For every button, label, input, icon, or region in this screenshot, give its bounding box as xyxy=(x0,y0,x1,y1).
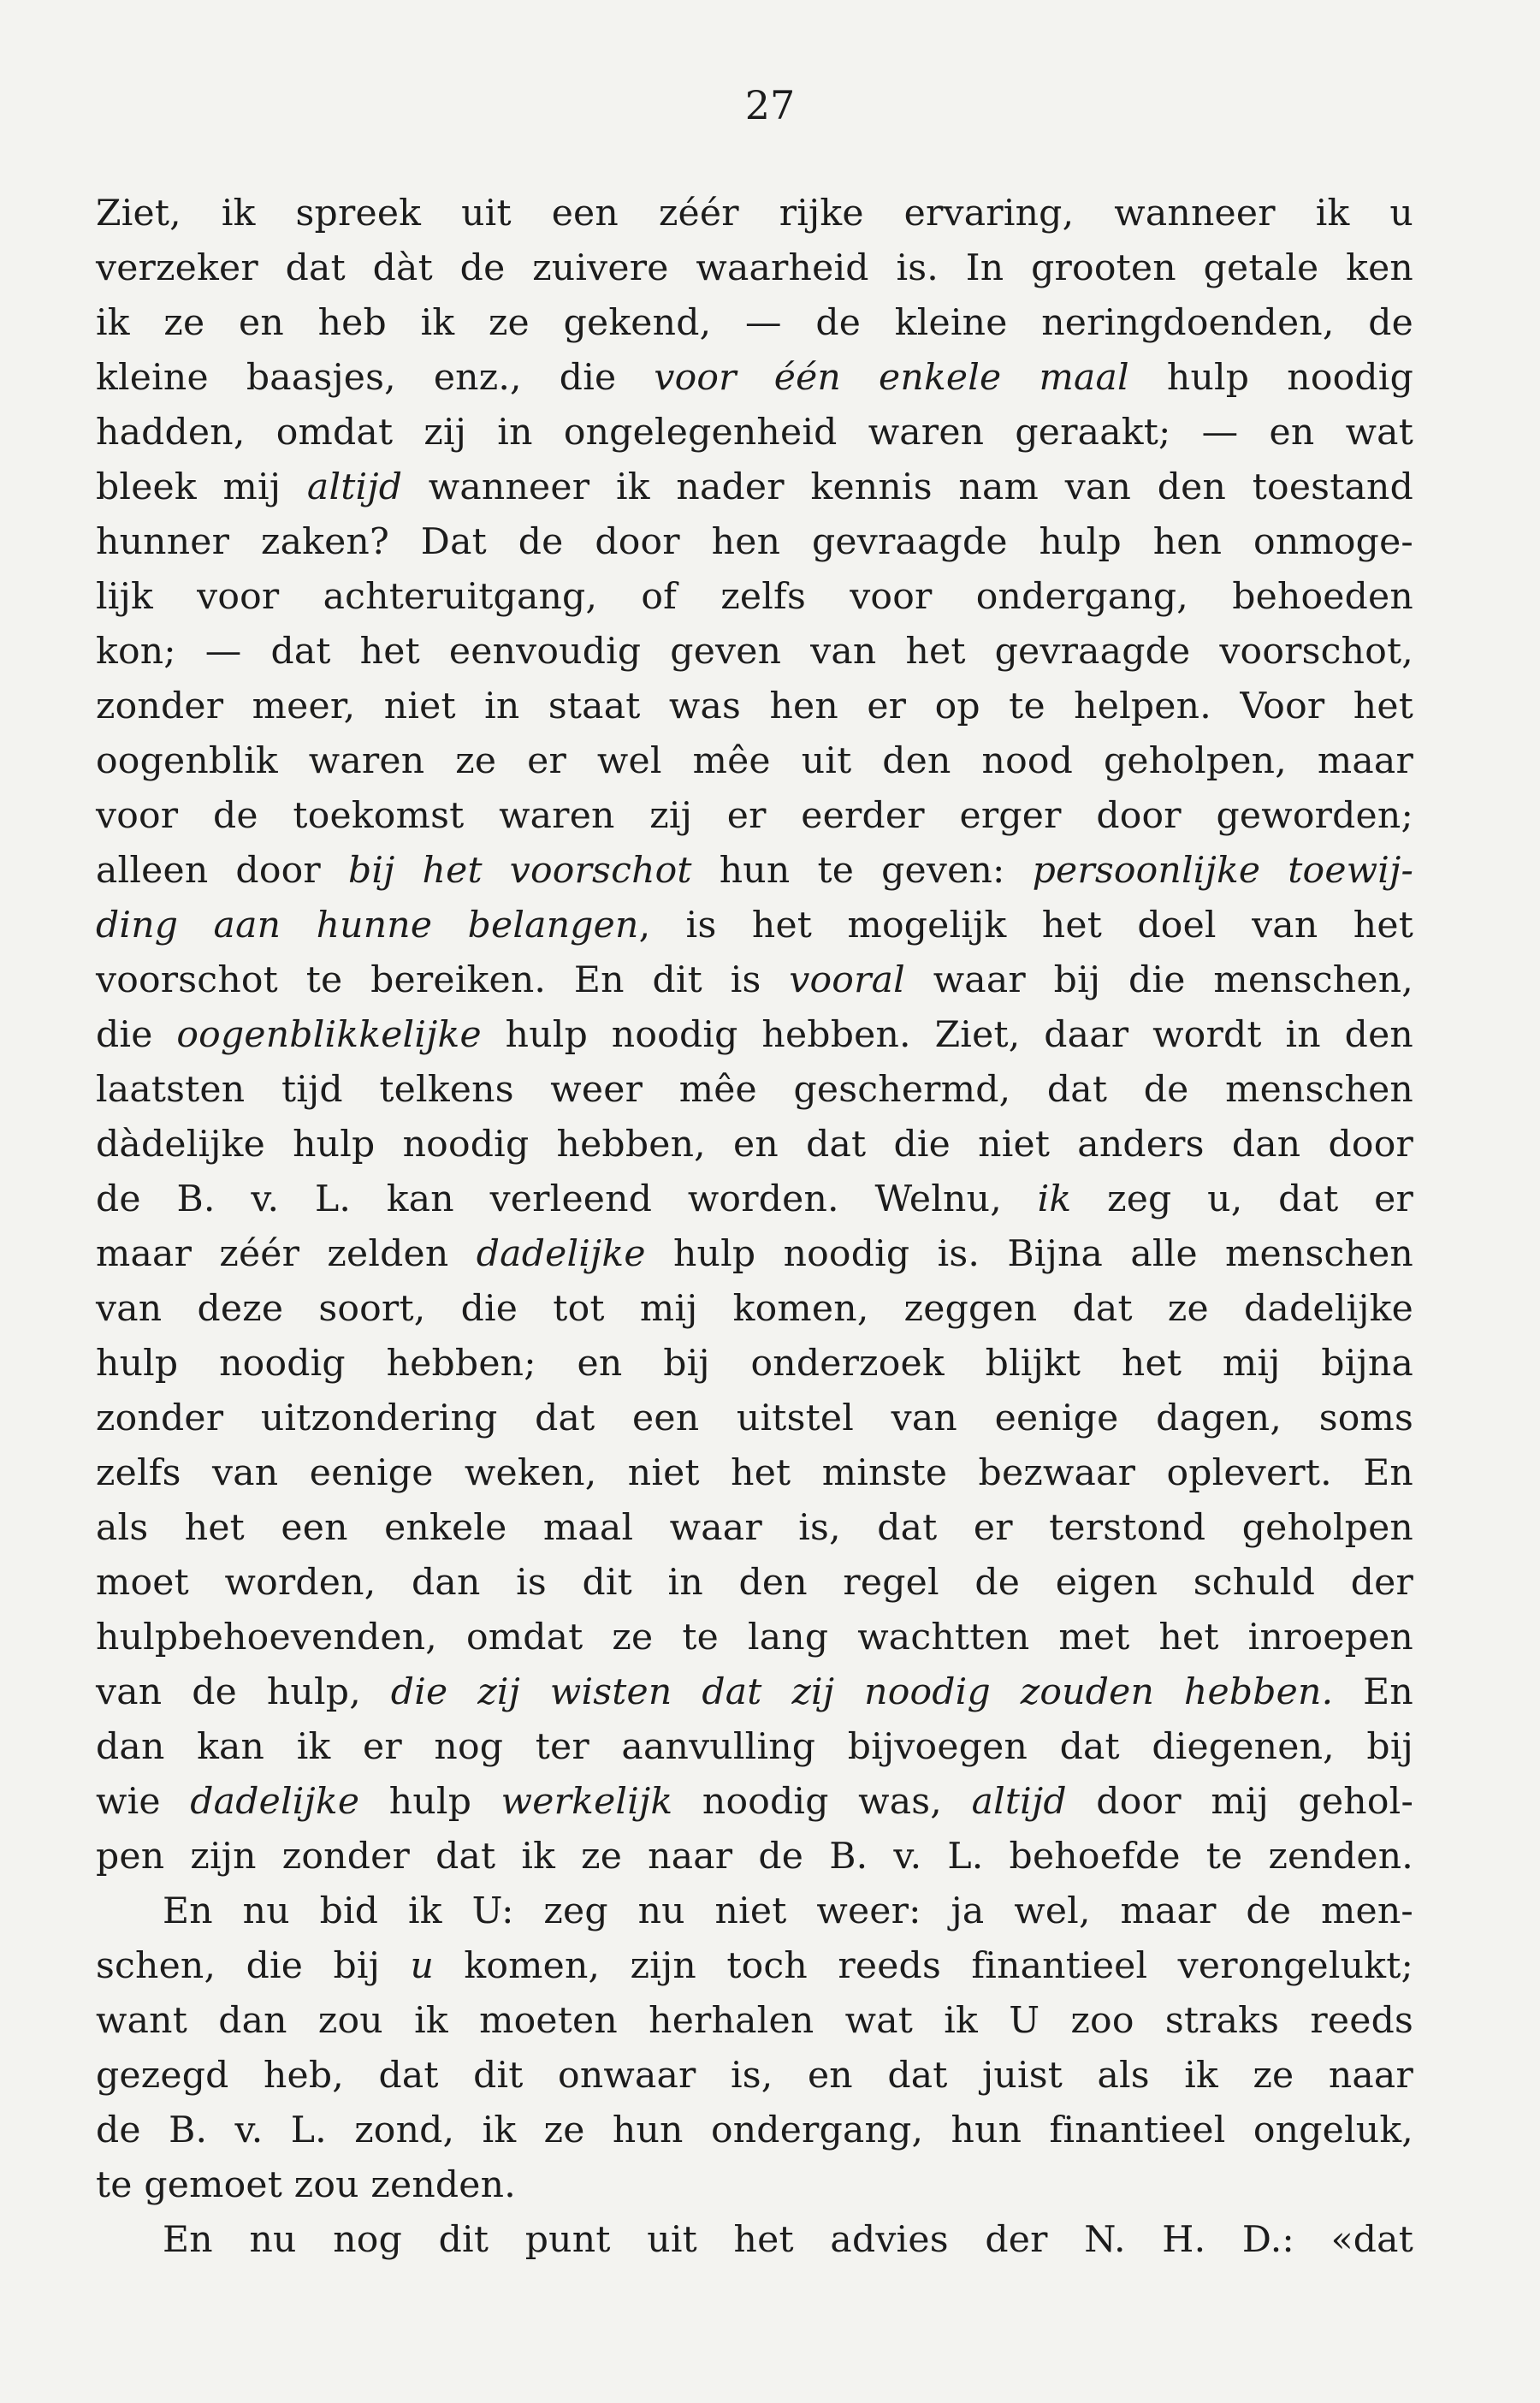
paragraph xyxy=(96,2213,1413,2268)
text-run: zelfs van eenige weken, niet het minste bezwaar oplevert. En xyxy=(96,1452,1413,1494)
text-run: lijk voor achteruitgang, of zelfs voor ondergang, behoeden xyxy=(96,576,1413,618)
italic-phrase: voor één enkele maal xyxy=(654,357,1129,399)
text-run: voorschot te bereiken. En dit is xyxy=(96,959,790,1001)
text-run: hulp noodig is. Bijna alle menschen xyxy=(645,1233,1413,1275)
text-line xyxy=(96,844,1413,899)
text-line xyxy=(96,1227,1413,1282)
text-run: ik ze en heb ik ze gekend, — de kleine neringdoenden, de xyxy=(96,302,1413,344)
text-run: En xyxy=(1333,1671,1413,1713)
text-line xyxy=(96,953,1413,1008)
text-line xyxy=(96,679,1413,734)
text-run: kon; — dat het eenvoudig geven van het gevraagde voorschot, xyxy=(96,631,1413,673)
text-line xyxy=(96,1665,1413,1720)
text-run: zonder uitzondering dat een uitstel van eenige dagen, soms xyxy=(96,1397,1413,1439)
text-line xyxy=(96,1446,1413,1501)
italic-phrase: werkelijk xyxy=(500,1781,673,1823)
text-line xyxy=(96,351,1413,406)
text-run: dan kan ik er nog ter aanvulling bijvoegen dat diegenen, bij xyxy=(96,1726,1413,1768)
text-run: En nu nog dit punt uit het advies der N. H. D.: «dat xyxy=(163,2219,1413,2261)
text-line xyxy=(96,1884,1413,1939)
italic-phrase: dadelijke xyxy=(190,1781,360,1823)
page-number: 27 xyxy=(744,82,796,128)
text-run: pen zijn zonder dat ik ze naar de B. v. L. behoefde te zenden. xyxy=(96,1836,1413,1878)
text-line xyxy=(96,1008,1413,1063)
italic-phrase: u xyxy=(410,1945,435,1987)
text-run: voor de toekomst waren zij er eerder erger door geworden; xyxy=(96,795,1413,837)
text-line xyxy=(96,1775,1413,1830)
text-run: hun te geven: xyxy=(691,850,1033,892)
text-run: want dan zou ik moeten herhalen wat ik U zoo straks reeds xyxy=(96,2000,1413,2042)
text-line xyxy=(96,1063,1413,1118)
text-line xyxy=(96,1939,1413,1994)
text-line xyxy=(96,570,1413,625)
italic-phrase: oogenblikkelijke xyxy=(176,1014,482,1056)
text-run: bleek mij xyxy=(96,466,307,508)
text-run: hulp noodig hebben. Ziet, daar wordt in den xyxy=(481,1014,1413,1056)
text-run: hunner zaken? Dat de door hen gevraagde hulp hen onmoge- xyxy=(96,521,1413,563)
body-text xyxy=(96,187,1413,2268)
italic-phrase: ding aan hunne belangen xyxy=(96,905,639,946)
text-run: hulpbehoevenden, omdat ze te lang wachtten met het inroepen xyxy=(96,1617,1413,1658)
text-run: de B. v. L. zond, ik ze hun ondergang, hun finantieel ongeluk, xyxy=(96,2109,1413,2151)
text-line xyxy=(96,406,1413,460)
text-run: hulp xyxy=(359,1781,501,1823)
text-line xyxy=(96,241,1413,296)
text-run: hulp noodig xyxy=(1128,357,1413,399)
italic-phrase: altijd xyxy=(971,1781,1067,1823)
text-run: schen, die bij xyxy=(96,1945,411,1987)
text-line xyxy=(96,1556,1413,1611)
text-run: alleen door xyxy=(96,850,348,892)
text-run: van deze soort, die tot mij komen, zeggen dat ze dadelijke xyxy=(96,1288,1413,1330)
italic-phrase: die zij wisten dat zij noodig zouden hebben. xyxy=(390,1671,1334,1713)
paragraph xyxy=(96,187,1413,1884)
text-line xyxy=(96,1501,1413,1556)
italic-phrase: ik xyxy=(1037,1178,1072,1220)
text-run: van de hulp, xyxy=(96,1671,391,1713)
text-line xyxy=(96,296,1413,351)
text-line xyxy=(96,1994,1413,2049)
italic-phrase: bij het voorschot xyxy=(347,850,692,892)
text-run: zeg u, dat er xyxy=(1071,1178,1413,1220)
text-run: oogenblik waren ze er wel mêe uit den nood geholpen, maar xyxy=(96,740,1413,782)
text-run: wanneer ik nader kennis nam van den toestand xyxy=(402,466,1413,508)
text-run: Ziet, ik spreek uit een zéér rijke ervaring, wanneer ik u xyxy=(96,193,1413,234)
text-line xyxy=(96,789,1413,844)
text-line xyxy=(96,1830,1413,1884)
text-line xyxy=(96,2213,1413,2268)
text-line xyxy=(96,2103,1413,2158)
paragraph xyxy=(96,1884,1413,2213)
text-line xyxy=(96,2158,1413,2213)
text-run: de B. v. L. kan verleend worden. Welnu, xyxy=(96,1178,1038,1220)
italic-phrase: vooral xyxy=(789,959,905,1001)
text-line xyxy=(96,460,1413,515)
text-line xyxy=(96,625,1413,679)
italic-phrase: altijd xyxy=(306,466,403,508)
text-line xyxy=(96,1720,1413,1775)
text-run: , is het mogelijk het doel van het xyxy=(638,905,1413,946)
text-line xyxy=(96,1391,1413,1446)
text-line xyxy=(96,2049,1413,2103)
text-run: noodig was, xyxy=(672,1781,972,1823)
text-line xyxy=(96,1282,1413,1337)
text-run: laatsten tijd telkens weer mêe geschermd, dat de menschen xyxy=(96,1069,1413,1111)
text-run: komen, zijn toch reeds finantieel verongelukt; xyxy=(434,1945,1413,1987)
text-run: waar bij die menschen, xyxy=(904,959,1413,1001)
text-line xyxy=(96,899,1413,953)
text-run: maar zéér zelden xyxy=(96,1233,477,1275)
text-line xyxy=(96,1118,1413,1172)
text-run: verzeker dat dàt de zuivere waarheid is. In grooten getale ken xyxy=(96,247,1413,289)
text-run: hadden, omdat zij in ongelegenheid waren geraakt; — en wat xyxy=(96,412,1413,454)
italic-phrase: dadelijke xyxy=(476,1233,646,1275)
italic-phrase: persoonlijke toewij- xyxy=(1032,850,1414,892)
text-run: En nu bid ik U: zeg nu niet weer: ja wel, maar de men- xyxy=(163,1890,1413,1932)
text-run: gezegd heb, dat dit onwaar is, en dat juist als ik ze naar xyxy=(96,2055,1413,2097)
text-run: te gemoet zou zenden. xyxy=(96,2164,516,2206)
text-line xyxy=(96,187,1413,241)
text-run: zonder meer, niet in staat was hen er op te helpen. Voor het xyxy=(96,685,1413,727)
text-line xyxy=(96,1611,1413,1665)
text-line xyxy=(96,734,1413,789)
text-line xyxy=(96,1172,1413,1227)
text-line xyxy=(96,1337,1413,1391)
text-run: kleine baasjes, enz., die xyxy=(96,357,654,399)
text-run: als het een enkele maal waar is, dat er terstond geholpen xyxy=(96,1507,1413,1549)
text-run: die xyxy=(96,1014,177,1056)
text-run: moet worden, dan is dit in den regel de eigen schuld der xyxy=(96,1562,1413,1604)
text-run: hulp noodig hebben; en bij onderzoek blijkt het mij bijna xyxy=(96,1343,1413,1385)
text-run: wie xyxy=(96,1781,191,1823)
text-run: door mij gehol- xyxy=(1066,1781,1414,1823)
text-run: dàdelijke hulp noodig hebben, en dat die niet anders dan door xyxy=(96,1124,1413,1166)
text-line xyxy=(96,515,1413,570)
